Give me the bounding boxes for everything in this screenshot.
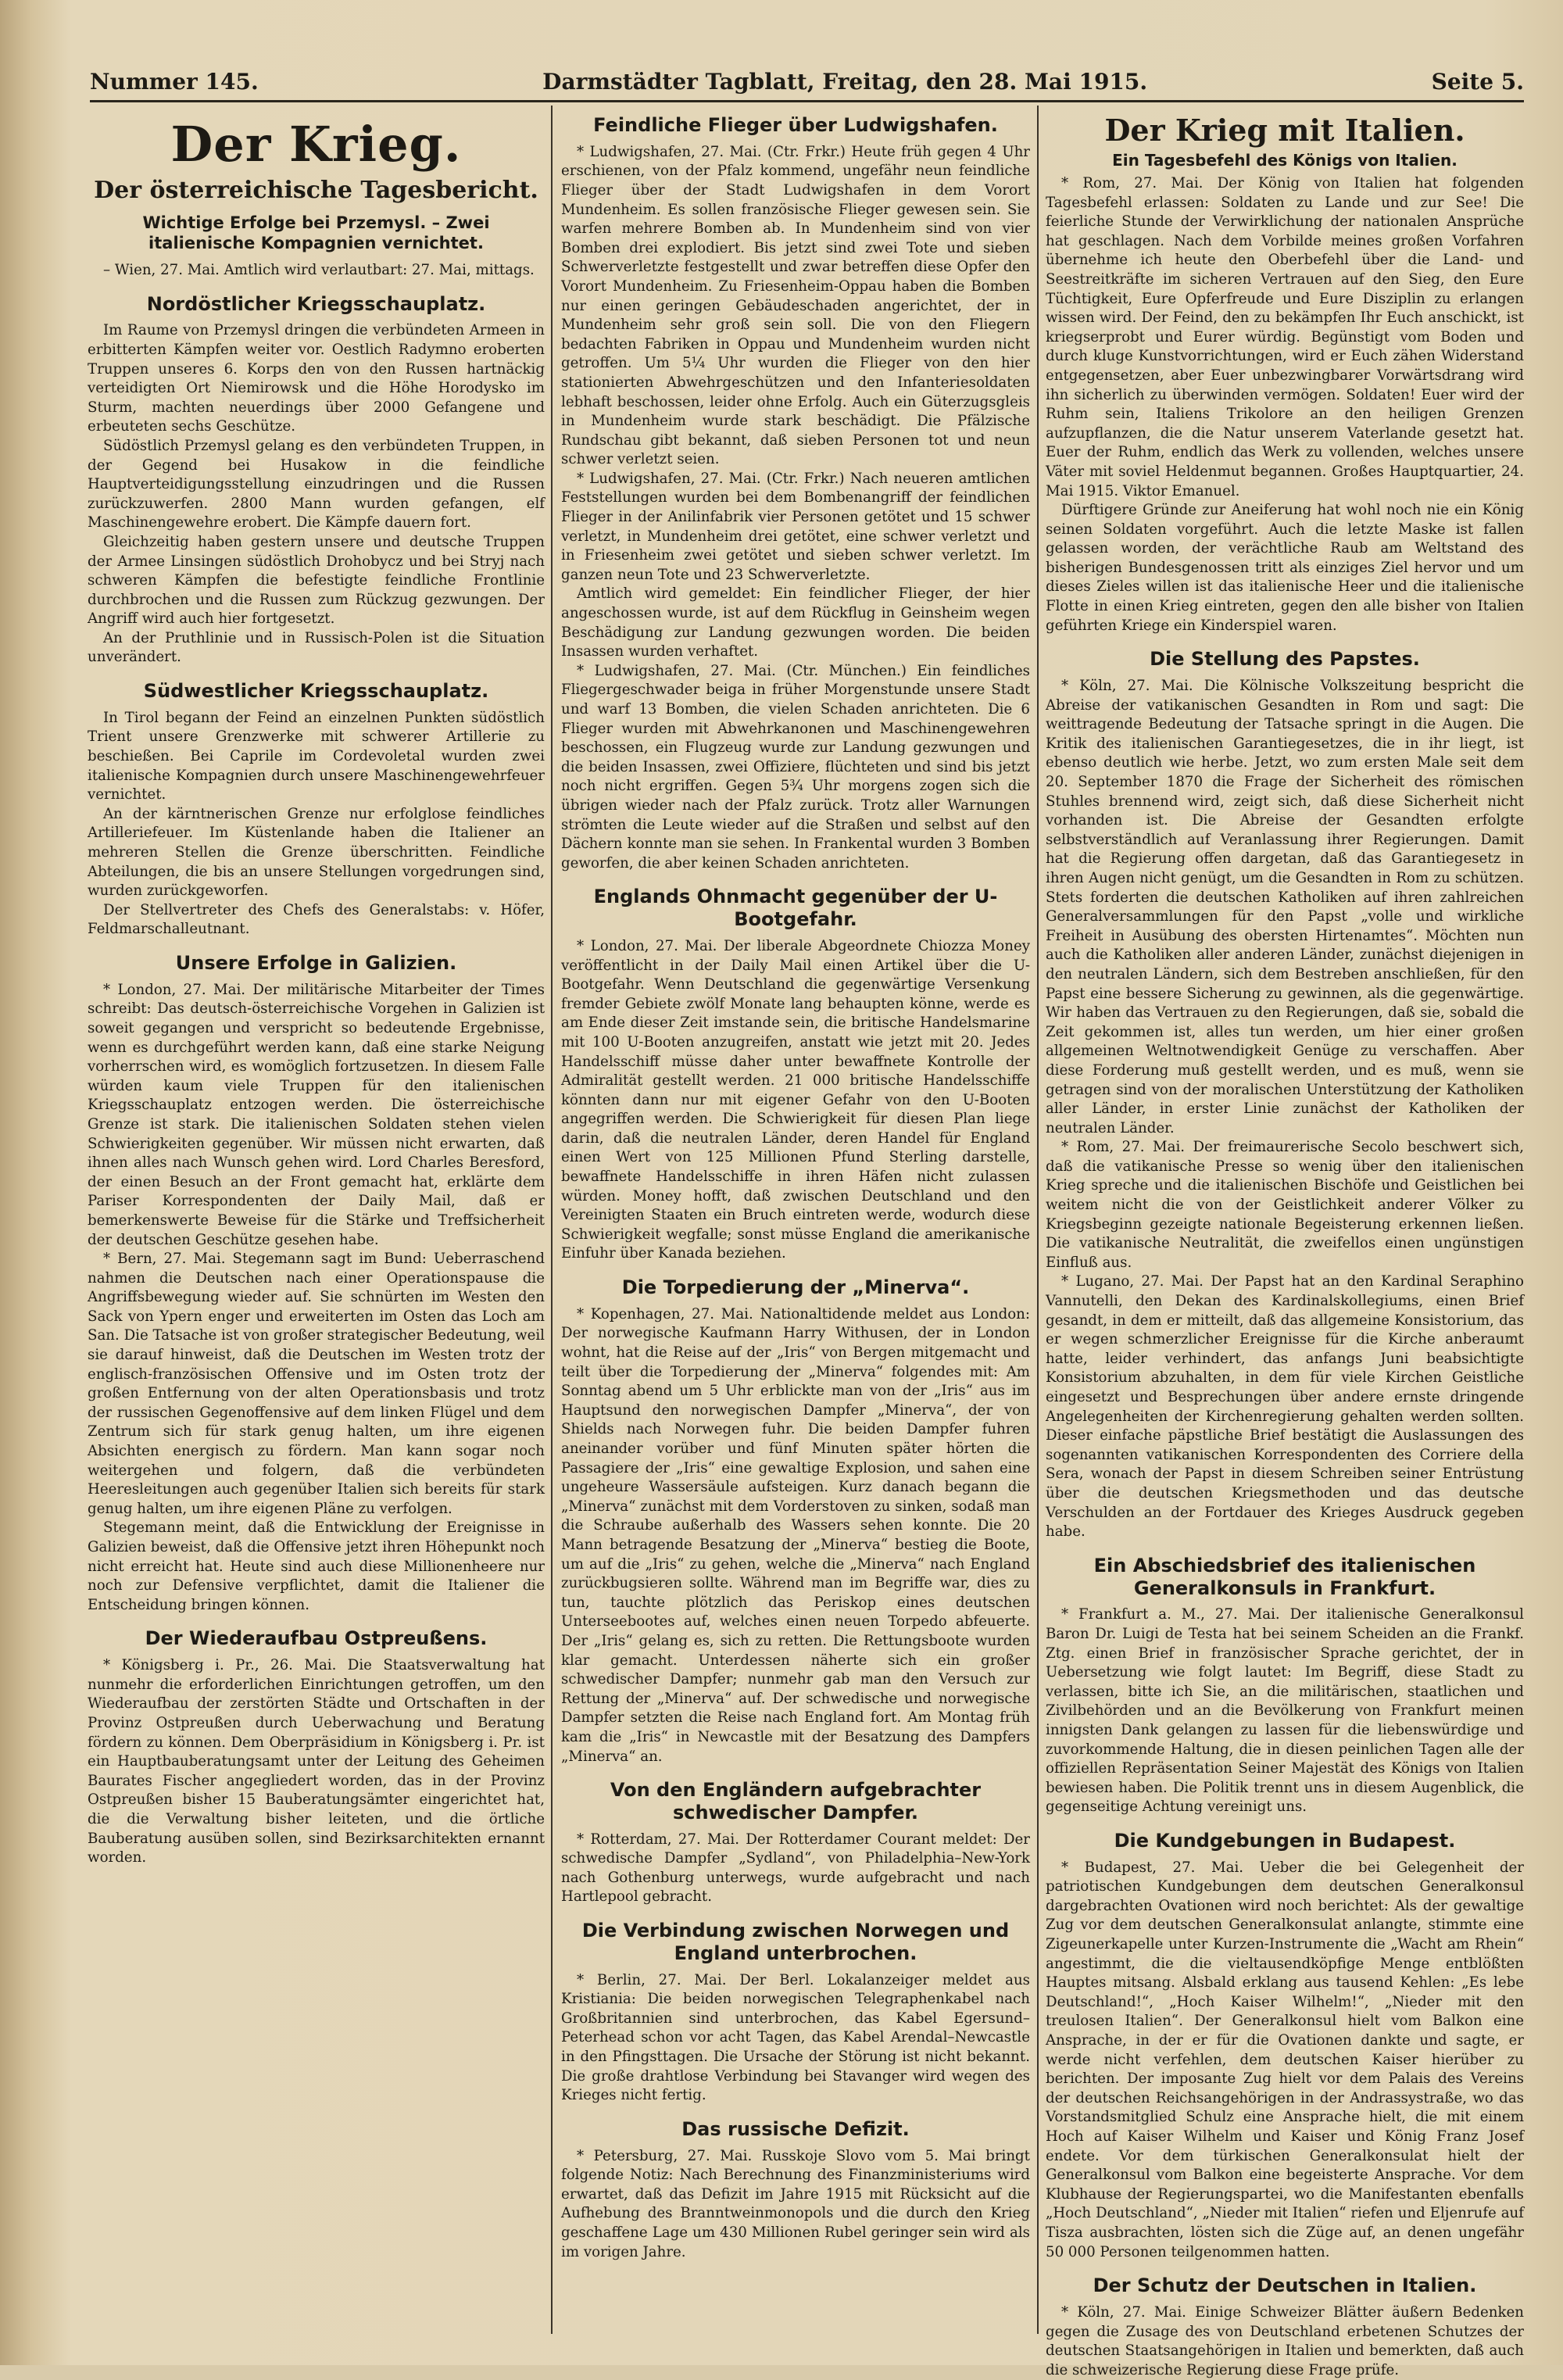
article-paragraph: * London, 27. Mai. Der liberale Abgeordnete Chiozza Money veröffentlicht in der Daily Mail einen Artikel über die U-Bootgefahr. Wenn Deutschland die gegenwärtige Versenkung fremder Gebiete zwölf Monate lang behaupten könne, werde es am Ende dieser Zeit imstande sein, die britische Handelsmarine mit 100 U-Booten anzugreifen, anstatt wie jetzt mit 20. Jedes Handelsschiff müsse daher unter bewaffnete Kontrolle der Admiralität gestellt werden. 21 000 britische Handelsschiffe könnten dann nur mit eigener Gefahr von den U-Booten angegriffen werden. Die Schwierigkeit für diesen Plan liege darin, daß die neutralen Länder, deren Handel für England einen Wert von 125 Millionen Pfund Sterling darstelle, bewaffnete Handelsschiffe in ihren Häfen nicht zulassen würden. Money hofft, daß zwischen Deutschland und den Vereinigten Staaten ein Bruch eintreten werde, wodurch diese Schwierigkeit wegfalle; sonst müsse England die amerikanische Einfuhr über Kanada beziehen.: [561, 937, 1030, 1262]
column-divider: [551, 106, 553, 2334]
column-3: [1046, 109, 1524, 2378]
article-paragraph: Gleichzeitig haben gestern unsere und deutsche Truppen der Armee Linsingen südöstlich Drohobycz und bei Stryj nach schweren Kämpfen die befestigte feindliche Frontlinie durchbrochen und die Russen zum Rückzug gezwungen. Der Angriff wird auch hier fortgesetzt.: [88, 533, 545, 628]
article-paragraph: Südöstlich Przemysl gelang es den verbündeten Truppen, in der Gegend bei Husakow in die feindliche Hauptverteidigungsstellung einzudringen und die Russen zurückzuwerfen. 2800 Mann wurden gefangen, elf Maschinengewehre erobert. Die Kämpfe dauern fort.: [88, 437, 545, 531]
article-lead: Wichtige Erfolge bei Przemysl. – Zwei italienische Kompagnien vernichtet.: [142, 213, 490, 252]
article-paragraph: In Tirol begann der Feind an einzelnen Punkten südöstlich Trient unsere Grenzwerke mit schwerer Artillerie zu beschießen. Bei Caprile im Cordevoletal wurden zwei italienische Kompagnien durch unsere Maschinengewehrfeuer vernichtet.: [88, 709, 545, 803]
article-heading: Ein Abschiedsbrief des italienischen Generalkonsuls in Frankfurt.: [1093, 1554, 1476, 1599]
article-paragraph: * Budapest, 27. Mai. Ueber die bei Gelegenheit der patriotischen Kundgebungen dem deutschen Generalkonsul dargebrachten Ovationen wird noch berichtet: Als der gewaltige Zug vor dem deutschen Generalkonsulat anlangte, stimmte eine Zigeunerkapelle unter Kurzen-Instrumente die „Wacht am Rhein“ angestimmt, die die vieltausendköpfige Menge entblößten Hauptes mitsang. Alsbald erklang aus tausend Kehlen: „Es lebe Deutschland!“, „Hoch Kaiser Wilhelm!“, „Nieder mit den treulosen Italien“. Der Generalkonsul hielt vom Balkon eine Ansprache, in der er für die Ovationen dankte und sagte, er werde nicht verfehlen, dem deutschen Kaiser hierüber zu berichten. Der imposante Zug hielt vor dem Palais des Vereins der deutschen Reichsangehörigen in der Andrassystraße, wo das Vorstandsmitglied Schulz eine Ansprache hielt, die mit einem Hoch auf Kaiser Wilhelm und Kaiser und König Franz Josef endete. Vor dem türkischen Generalkonsulat hielt der Generalkonsul vom Balkon eine begeisterte Ansprache. Vor dem Klubhause der Regierungspartei, wo die Manifestanten ebenfalls „Hoch Deutschland“, „Nieder mit Italien“ riefen und Eljenrufe auf Tisza ausbrachten, lösten sich die Züge auf, an denen ungefähr 50 000 Personen teilgenommen hatten.: [1046, 1859, 1524, 2260]
article-heading: Der Wiederaufbau Ostpreußens.: [145, 1627, 488, 1650]
article-heading: Die Stellung des Papstes.: [1150, 648, 1420, 671]
article-heading: Englands Ohnmacht gegenüber der U-Bootgefahr.: [593, 886, 998, 931]
article-paragraph: Amtlich wird gemeldet: Ein feindlicher Flieger, der hier angeschossen wurde, ist auf dem Rückflug in Geinsheim wegen Beschädigung zur Landung gezwungen worden. Die beiden Insassen wurden verhaftet.: [561, 585, 1030, 660]
article-paragraph: * Köln, 27. Mai. Einige Schweizer Blätter äußern Bedenken gegen die Zusage des von Deutschland erbetenen Schutzes der deutschen Staatsangehörigen in Italien und bemerkten, daß auch die schweizerische Regierung diese Frage prüfe.: [1046, 2303, 1524, 2378]
article-heading: Die Kundgebungen in Budapest.: [1114, 1829, 1456, 1852]
article-heading: Südwestlicher Kriegsschauplatz.: [143, 680, 489, 703]
article-heading: Das russische Defizit.: [681, 2117, 910, 2140]
article-paragraph: – Wien, 27. Mai. Amtlich wird verlautbart: 27. Mai, mittags.: [103, 262, 535, 278]
article-paragraph: An der kärntnerischen Grenze nur erfolglose feindliches Artilleriefeuer. Im Küstenlande haben die Italiener an mehreren Stellen die Grenze überschritten. Feindliche Abteilungen, die bis an unsere Stellungen vorgedrungen sind, wurden zurückgeworfen.: [88, 805, 545, 900]
page-number: Seite 5.: [1431, 68, 1524, 95]
signature: Der Stellvertreter des Chefs des Generalstabs: v. Höfer, Feldmarschalleutnant.: [88, 901, 545, 938]
page-header: [90, 67, 1524, 95]
article-paragraph: * Bern, 27. Mai. Stegemann sagt im Bund: Ueberraschend nahmen die Deutschen nach einer Operationspause die Angriffsbewegung wieder auf. Sie schnürten im Westen den Sack von Ypern enger und erweiterten im Osten das Loch am San. Die Tatsache ist von großer strategischer Bedeutung, weil sie darauf hinweist, daß die Deutschen im Westen trotz der englisch-französischen Offensive und im Osten trotz der großen Entfernung von der alten Operationsbasis und trotz der russischen Gegenoffensive auf dem linken Flügel und dem Zentrum sich für stark genug halten, um ihre eigenen Absichten energisch zu fördern. Man kann sogar noch weitergehen und folgern, daß die verbündeten Heeresleitungen auch gegenüber Italien sich bereits für stark genug halten, um ihre eigenen Pläne zu verfolgen.: [88, 1251, 545, 1517]
article-paragraph: * Rotterdam, 27. Mai. Der Rotterdamer Courant meldet: Der schwedische Dampfer „Sydland“, von Philadelphia–New-York nach Gothenburg unterwegs, wurde aufgebracht und nach Hartlepool gebracht.: [561, 1831, 1030, 1906]
article-paragraph: * Königsberg i. Pr., 26. Mai. Die Staatsverwaltung hat nunmehr die erforderlichen Einrichtungen getroffen, um den Wiederaufbau der zerstörten Städte und Ortschaften in der Provinz Ostpreußen durch Ueberwachung und Beratung fördern zu können. Dem Oberpräsidium in Königsberg i. Pr. ist ein Hauptbauberatungsamt unter der Leitung des Geheimen Baurates Fischer angegliedert worden, das in der Provinz Ostpreußen bisher 15 Bauberatungsämter eingerichtet hat, die die Verwaltung bisher leiteten, und die örtliche Bauberatung ausüben sollen, sind Bezirksarchitekten ernannt worden.: [88, 1657, 545, 1866]
article-subtitle: Ein Tagesbefehl des Königs von Italien.: [1112, 151, 1457, 170]
article-heading: Nordöstlicher Kriegsschauplatz.: [146, 292, 486, 315]
article-paragraph: * Petersburg, 27. Mai. Russkoje Slovo vom 5. Mai bringt folgende Notiz: Nach Berechnung des Finanzministeriums wird erwartet, daß das Defizit im Jahre 1915 mit Rücksicht auf die Aufhebung des Branntweinmonopols und die durch den Krieg geschaffene Lage um 430 Millionen Rubel geringer sein wird als im vorigen Jahre.: [561, 2147, 1030, 2260]
article-paragraph: * London, 27. Mai. Der militärische Mitarbeiter der Times schreibt: Das deutsch-österreichische Vorgehen in Galizien ist soweit gegangen und verspricht so bedeutende Ergebnisse, wenn es durchgeführt werden kann, daß eine starke Neigung vorherrschen wird, es womöglich fortzusetzen. In diesem Falle würden kaum viele Truppen für den italienischen Kriegsschauplatz entzogen werden. Die österreichische Grenze ist stark. Die italienischen Soldaten stehen vielen Schwierigkeiten gegenüber. Wir müssen nicht erwarten, daß ihnen alles nach Wunsch gehen wird. Lord Charles Beresford, der einen Besuch an der Front gemacht hat, erklärte dem Pariser Korrespondenten der Daily Mail, daß er bemerkenswerte Beweise für die Stärke und Treffsicherheit der deutschen Geschütze gesehen habe.: [88, 981, 545, 1248]
header-rule: [90, 100, 1524, 102]
article-paragraph: * Ludwigshafen, 27. Mai. (Ctr. München.) Ein feindliches Fliegergeschwader beiga in früher Morgenstunde unsere Stadt und warf 13 Bomben, die vielen Schaden anrichteten. Die 6 Flieger wurden mit Abwehrkanonen und Maschinengewehren beschossen, ein Flugzeug wurde zur Landung gezwungen und die beiden Insassen, zwei Offiziere, flüchteten und sind bis jetzt noch nicht ergriffen. Gegen 5¾ Uhr morgens zogen sich die übrigen wieder nach der Pfalz zurück. Trotz aller Warnungen strömten die Leute wieder auf die Straßen und selbst auf den Dächern konnte man sie sehen. In Frankental wurden 3 Bomben geworfen, die aber keinen Schaden anrichteten.: [561, 662, 1030, 871]
article-paragraph: * Ludwigshafen, 27. Mai. (Ctr. Frkr.) Heute früh gegen 4 Uhr erschienen, von der Pfalz kommend, ungefähr neun feindliche Flieger über der Stadt Ludwigshafen in dem Vorort Mundenheim. Es sollen französische Flieger gewesen sein. Sie warfen mehrere Bomben ab. In Mundenheim sind von vier Bomben drei explodiert. Bis jetzt sind zwei Tote und sieben Schwerverletzte festgestellt und zwar betreffen diese Opfer den Vorort Mundenheim. Zu Friesenheim-Oppau haben die Bomben nur einen geringen Gebäudeschaden angerichtet, der in Mundenheim sehr groß sein soll. Die von den Fliegern bedachten Fabriken in Oppau und Mundenheim wurden nicht getroffen. Um 5¼ Uhr wurden die Flieger von den hier stationierten Abwehrgeschützen und den Infanteriesoldaten lebhaft beschossen, leider ohne Erfolg. Auch ein Güterzugsgleis in Mundenheim wurde stark beschädigt. Die Pfälzische Rundschau gibt bekannt, daß sieben Personen tot und neun schwer verletzt seien.: [561, 143, 1030, 468]
section-title: Der Krieg mit Italien.: [1104, 113, 1465, 148]
column-divider: [1037, 106, 1039, 2334]
article-paragraph: Dürftigere Gründe zur Aneiferung hat wohl noch nie ein König seinen Soldaten vorgeführt. Auch die letzte Maske ist fallen gelassen worden, der verächtliche Raub am Weltstand des bisherigen Bundesgenossen tritt als einziges Ziel hervor und um dieses Zieles willen ist das italienische Heer und die italienische Flotte in einen Krieg eintreten, gegen den alle bisher von Italien geführten Kriege ein Kinderspiel waren.: [1046, 502, 1524, 634]
article-paragraph: An der Pruthlinie und in Russisch-Polen ist die Situation unverändert.: [88, 629, 545, 666]
article-paragraph: Im Raume von Przemysl dringen die verbündeten Armeen in erbitterten Kämpfen weiter vor. Oestlich Radymno eroberten Truppen unseres 6. Korps den von den Russen hartnäckig verteidigten Ort Niemirowsk und die Höhe Horodysko im Sturm, machten neuerdings über 2000 Gefangene und erbeuteten sechs Geschütze.: [88, 322, 545, 435]
article-heading: Der Schutz der Deutschen in Italien.: [1093, 2274, 1477, 2297]
article-heading: Von den Engländern aufgebrachter schwedischer Dampfer.: [610, 1779, 982, 1823]
article-title: Der österreichische Tagesbericht.: [94, 177, 538, 204]
article-heading: Unsere Erfolge in Galizien.: [175, 952, 457, 974]
article-heading: Feindliche Flieger über Ludwigshafen.: [593, 114, 998, 136]
column-1: [88, 109, 545, 2334]
issue-number: Nummer 145.: [90, 68, 259, 95]
article-heading: Die Torpedierung der „Minerva“.: [621, 1276, 970, 1299]
masthead: Darmstädter Tagblatt, Freitag, den 28. Mai 1915.: [542, 68, 1148, 95]
article-paragraph: * Berlin, 27. Mai. Der Berl. Lokalanzeiger meldet aus Kristiania: Die beiden norwegischen Telegraphenkabel nach Großbritannien sind unterbrochen, das Kabel Egersund–Peterhead schon vor acht Tagen, das Kabel Arendal–Newcastle in den Pfingsttagen. Die Ursache der Störung ist nicht bekannt. Die große drahtlose Verbindung bei Stavanger wird wegen des Krieges nicht fertig.: [561, 1971, 1030, 2104]
article-paragraph: * Rom, 27. Mai. Der freimaurerische Secolo beschwert sich, daß die vatikanische Presse so wenig über den italienischen Krieg spreche und die italienischen Bischöfe und Geistlichen bei weitem nicht die von der Geistlichkeit anderer Völker zu Kriegsbeginn gezeigte nationale Begeisterung erkennen ließen. Die vatikanische Neutralität, die zweifellos einen ungünstigen Einfluß aus.: [1046, 1139, 1524, 1271]
article-heading: Die Verbindung zwischen Norwegen und England unterbrochen.: [581, 1920, 1010, 1964]
column-2: [561, 109, 1030, 2334]
article-paragraph: * Rom, 27. Mai. Der König von Italien hat folgenden Tagesbefehl erlassen: Soldaten zu Lande und zur See! Die feierliche Stunde der Verwirklichung der nationalen Ansprüche hat geschlagen. Nach dem Vorbilde meines großen Vorfahren übernehme ich heute den Oberbefehl über die Land- und Seestreitkräfte im sicheren Vertrauen auf den Sieg, den Eure Tüchtigkeit, Eure Opferfreude und Eure Disziplin zu erlangen wissen wird. Der Feind, den zu bekämpfen Ihr Euch anschickt, ist kriegserprobt und Eurer würdig. Begünstigt vom Boden und durch kluge Kunstvorrichtungen, wird er Euch zähen Widerstand entgegensetzen, aber Euer unbezwingbarer Vorwärtsdrang wird ihn sicherlich zu überwinden vermögen. Soldaten! Euer wird der Ruhm sein, Italiens Trikolore an den heiligen Grenzen aufzupflanzen, die die Natur unserem Vaterlande gesetzt hat. Euer der Ruhm, endlich das Werk zu vollenden, welches unsere Väter mit soviel Heldenmut begannen. Großes Hauptquartier, 24. Mai 1915. Viktor Emanuel.: [1046, 175, 1524, 499]
section-title: Der Krieg.: [170, 116, 462, 173]
article-paragraph: * Köln, 27. Mai. Die Kölnische Volkszeitung bespricht die Abreise der vatikanischen Gesandten in Rom und sagt: Die weittragende Bedeutung der Tatsache springt in die Augen. Die Kritik des italienischen Garantiegesetzes, die in ihr liegt, ist ebenso deutlich wie herbe. Jetzt, wo zum ersten Male seit dem 20. September 1870 die Frage der Sicherheit des römischen Stuhles brennend wird, zeigt sich, daß diese Sicherheit nicht vorhanden ist. Die Abreise der Gesandten erfolgte selbstverständlich auf Veranlassung ihrer Regierungen. Damit hat die Regierung offen dargetan, daß das Garantiegesetz in ihren Augen nicht genügt, um die Gesandten in Rom zu schützen. Stets forderten die deutschen Katholiken auf ihren zahlreichen Generalversammlungen für den Papst „volle und wirkliche Freiheit in Ausübung des obersten Hirtenamtes“. Möchten nun auch die Katholiken aller anderen Länder, zunächst diejenigen in den neutralen Ländern, sich dem Bestreben anschließen, für den Papst eine bessere Sicherung zu gewinnen, als die gegenwärtige. Wir haben das Vertrauen zu den Regierungen, daß sie, sobald die Zeit gekommen ist, alles tun werden, um hier einer großen allgemeinen Weltnotwendigkeit Genüge zu verschaffen. Aber diese Forderung muß gestellt werden, und es muß, wenn sie getragen sind von der moralischen Unterstützung der Katholiken aller Länder, in erster Linie zunächst der Katholiken der neutralen Länder.: [1046, 678, 1524, 1136]
article-paragraph: Stegemann meint, daß die Entwicklung der Ereignisse in Galizien beweist, daß die Offensive jetzt ihren Höhepunkt noch nicht erreicht hat. Heute sind auch diese Millionenheere nur noch zur Defensive verpflichtet, damit die Italiener die Entscheidung bringen können.: [88, 1519, 545, 1613]
article-paragraph: * Ludwigshafen, 27. Mai. (Ctr. Frkr.) Nach neueren amtlichen Feststellungen wurden bei dem Bombenangriff der feindlichen Flieger in der Anilinfabrik vier Personen getötet und 15 schwer verletzt, in Mundenheim drei getötet, eine schwer verletzt und in Friesenheim zwei getötet und sieben schwer verletzt. Im ganzen neun Tote und 23 Schwerverletzte.: [561, 470, 1030, 583]
article-paragraph: * Kopenhagen, 27. Mai. Nationaltidende meldet aus London: Der norwegische Kaufmann Harry Withusen, der in London wohnt, hat die Reise auf der „Iris“ von Bergen mitgemacht und teilt über die Torpedierung der „Minerva“ folgendes mit: Am Sonntag abend um 5 Uhr erblickte man von der „Iris“ aus im Hauptsund den norwegischen Dampfer „Minerva“, der von Shields nach Norwegen fuhr. Die beiden Dampfer fuhren aneinander vorüber und fünf Minuten später hörten die Passagiere der „Iris“ eine gewaltige Explosion, und sahen eine ungeheure Wassersäule aufsteigen. Kurz danach begann die „Minerva“ zunächst mit dem Vorderstoven zu sinken, sodaß man die Schraube außerhalb des Wassers sehen konnte. Die 20 Mann betragende Besatzung der „Minerva“ bestieg die Boote, um auf die „Iris“ zu gehen, welche die „Minerva“ nach England zurückbugsieren sollte. Während man im Begriffe war, dies zu tun, tauchte plötzlich das Periskop eines deutschen Unterseebootes auf, welches einen neuen Torpedo abfeuerte. Der „Iris“ gelang es, sich zu retten. Die Rettungsboote wurden klar gemacht. Unterdessen näherte sich ein großer schwedischer Dampfer; nunmehr gab man den Versuch zur Rettung der „Minerva“ auf. Der schwedische und norwegische Dampfer setzten die Reise nach England fort. Am Montag früh kam die „Iris“ in Newcastle mit der Besatzung des Dampfers „Minerva“ an.: [561, 1305, 1030, 1765]
article-paragraph: * Frankfurt a. M., 27. Mai. Der italienische Generalkonsul Baron Dr. Luigi de Testa hat bei seinem Scheiden an die Frankf. Ztg. einen Brief in französischer Sprache gerichtet, der in Uebersetzung wie folgt lautet: Im Begriff, diese Stadt zu verlassen, bitte ich Sie, an die militärischen, staatlichen und Zivilbehörden und an die Bevölkerung von Frankfurt meinen innigsten Dank gelangen zu lassen für die liebenswürdige und zuvorkommende Haltung, die in diesen peinlichen Tagen alle der offiziellen Repräsentation Seiner Majestät des Königs von Italien bewiesen haben. Die Politik trennt uns in diesem Augenblick, die gegenseitige Achtung vereinigt uns.: [1046, 1606, 1524, 1816]
article-paragraph: * Lugano, 27. Mai. Der Papst hat an den Kardinal Seraphino Vannutelli, den Dekan des Kardinalskollegiums, einen Brief gesandt, in dem er mitteilt, daß das allgemeine Konsistorium, das er wegen schmerzlicher Ereignisse für die Kirche anberaumt hatte, leider verhindert, das anfangs Juni beabsichtigte Konsistorium abzuhalten, in dem für viele Kirchen Geistliche eingesetzt und Besprechungen über andere ernste dringende Angelegenheiten der Kirchenregierung gehalten werden sollten. Dieser einfache päpstliche Brief bestätigt die Auslassungen des sogenannten vatikanischen Korrespondenten des Corriere della Sera, wonach der Papst in diesem Schreiben seiner Entrüstung über die deutschen Kriegsmethoden und das deutsche Verschulden an der Fortdauer des Krieges Ausdruck gegeben habe.: [1046, 1273, 1524, 1541]
